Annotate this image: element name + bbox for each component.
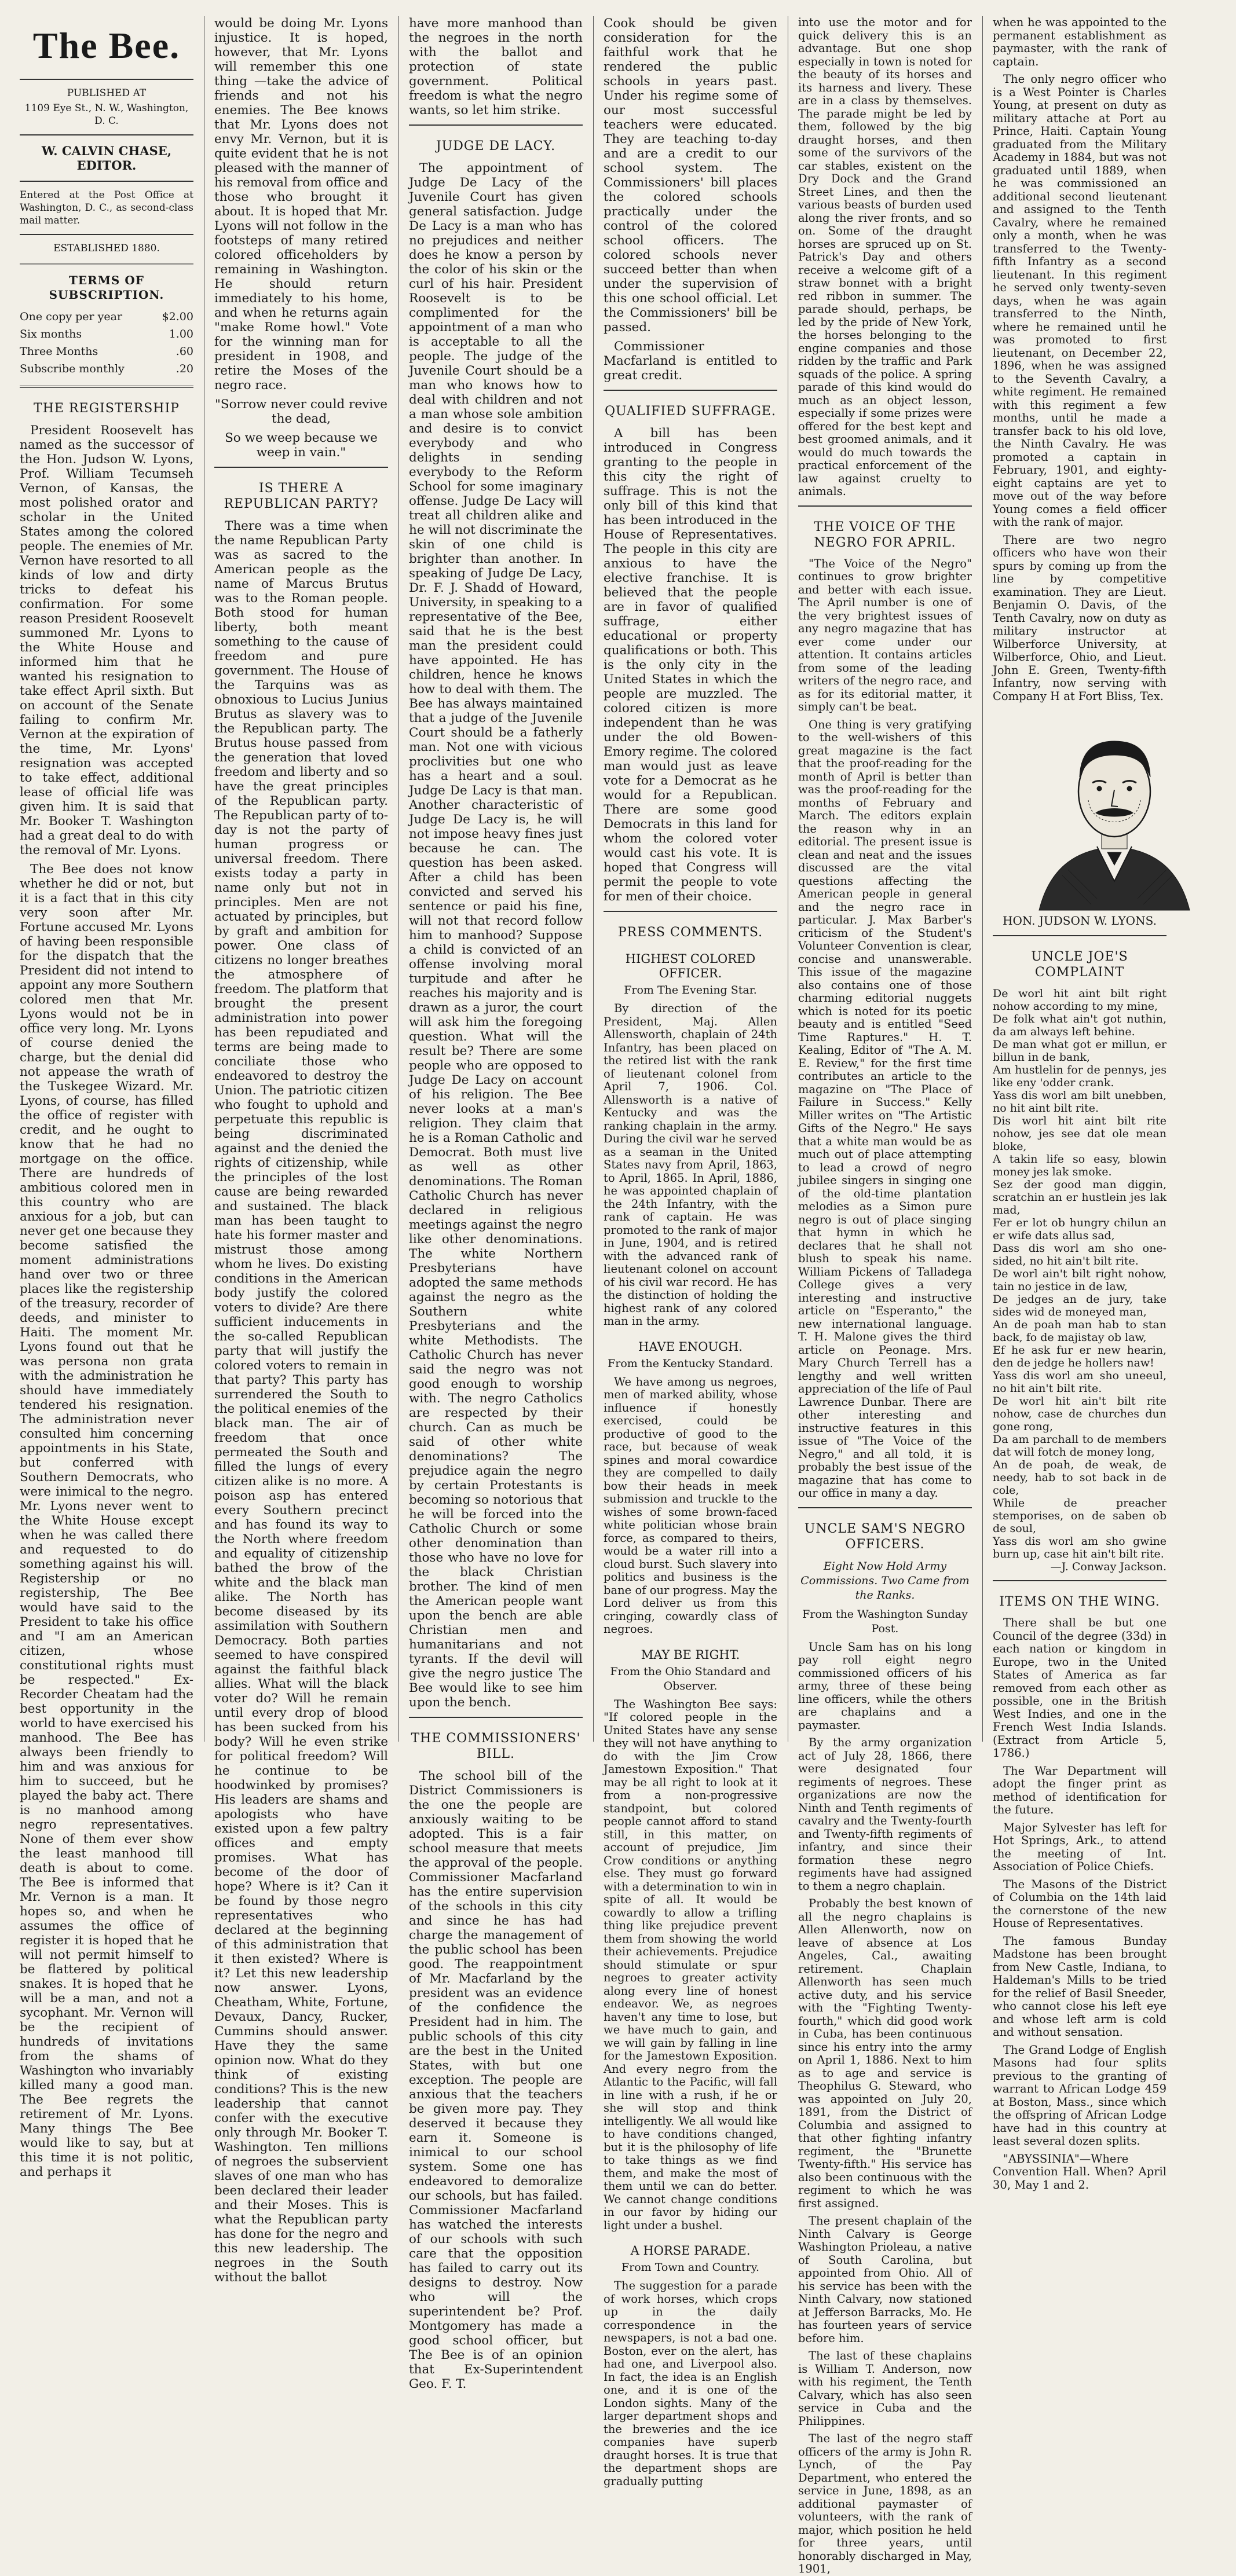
divider bbox=[993, 935, 1166, 936]
article-paragraph: The present chaplain of the Ninth Calvary is George Washington Prioleau, a native of South Carolina, but appointed from Ohio. All of his service has been with the Ninth Calvary, now stationed at Jefferson Barracks, Mo. He has fourteen years of service before him. bbox=[798, 2214, 972, 2345]
press-item-text: By direction of the President, Maj. Allen Allensworth, chaplain of 24th Infantry, has been placed on the retired list with the rank of lieutenant colonel from April 7, 1906. Col. Allensworth is a native of Kentucky and was the ranking chaplain in the army. During the civil war he served as a seaman in the United States navy from April, 1863, to April, 1865. In April, 1886, he was appointed chaplain of the 24th Infantry, with the rank of captain. He was promoted to the rank of major in June, 1904, and is retired with the advanced rank of lieutenant colonel on account of his civil war record. He has the distinction of holding the highest rank of any colored man in the army. bbox=[604, 1002, 778, 1328]
poem bbox=[993, 987, 1166, 1573]
article-paragraph: The last of the negro staff officers of the army is John R. Lynch, of the Pay Department, who entered the service in June, 1898, as an additional paymaster of volunteers, with the rank of major, which position he held for three years, until honorably discharged in May, 1901, bbox=[798, 2432, 972, 2575]
divider bbox=[993, 1580, 1166, 1581]
column-6 bbox=[993, 16, 1166, 2192]
rate-label: One copy per year bbox=[20, 310, 123, 323]
divider bbox=[20, 234, 193, 235]
poem-line: Sez der good man diggin, scratchin an er hustlein jes lak mad, bbox=[993, 1178, 1166, 1216]
rate-row bbox=[20, 360, 193, 378]
article-paragraph: The Bee does not know whether he did or not, but it is a fact that in this city very soon after Mr. Fortune accused Mr. Lyons of having been responsible for the dispatch that the President did not intend to appoint any more Southern colored men that Mr. Lyons would not be in office very long. Mr. Lyons of course denied the charge, but the denial did not appease the wrath of the Tuskegee Wizard. Mr. Lyons, of course, has filled the office of register with credit, and he ought to know that he had no mortgage on the office. There are hundreds of ambitious colored men in this country who are anxious for a job, but can never get one because they become satisfied the moment administrations hand over two or three places like the registership of the treasury, recorder of deeds, and minister to Haiti. The moment Mr. Lyons found out that he was persona non grata with the administration he should have immediately tendered his resignation. The administration never consulted him concerning appointments in his State, but conferred with Southern Democrats, who were inimical to the negro. Mr. Lyons never went to the White House except when he was called there and requested to do something against his will. Registership or no registership, The Bee would have said to the President to take his office and "I am an American citizen, whose constitutional rights must be respected." Ex-Recorder Cheatam had the best opportunity in the world to have exercised his manhood. The Bee has always been friendly to him and was anxious for him to succeed, but he played the baby act. There is no manhood among negro representatives. None of them ever show the least manhood till death is about to come. The Bee is informed that Mr. Vernon is a man. It hopes so, and when he assumes the office of register it is hoped that he will not permit himself to be flattered by political snakes. It is hoped that he will be a man, and not a sycophant. Mr. Vernon will be the recipient of hundreds of invitations from the shams of Washington who invariably killed many a good man. The Bee regrets the retirement of Mr. Lyons. Many things The Bee would like to say, but at this time it is not politic, and perhaps it bbox=[20, 862, 194, 2179]
article-paragraph: There are two negro officers who have won their spurs by coming up from the line by competitive examination. They are Lieut. Benjamin O. Davis, of the Tenth Cavalry, now on duty as military instructor at Wilberforce University, at Wilberforce, Ohio, and Lieut. John E. Green, Twenty-fifth Infantry, now serving with Company H at Fort Bliss, Tex. bbox=[993, 533, 1166, 703]
divider bbox=[20, 134, 193, 135]
press-item-text: The Washington Bee says: "If colored people in the United States have any sense they will not have anything to do with the Jim Crow Jamestown Exposition." That may be all right to look at it from a non-progressive standpoint, but colored people cannot afford to stand still, in this matter, on account of prejudice, Jim Crow conditions or anything else. They must go forward with a determination to win in spite of all. It would be cowardly to allow a trifling thing like prejudice prevent them from showing the world their achievements. Prejudice should stimulate or spur negroes to greater activity along every line of honest endeavor. We, as negroes haven't any time to lose, but we have much to gain, and we will gain by falling in line for the Jamestown Exposition. And every negro from the Atlantic to the Pacific, will fall in line with a rush, if he or she will stop and think intelligently. We all would like to have conditions changed, but it is the philosophy of life to take things as we find them, and make the most of them until we can do better. We cannot change conditions in our favor by hiding our light under a bushel. bbox=[604, 1697, 777, 2232]
poem-line: Yass dis worl am sho gwine burn up, case hit ain't bilt rite. bbox=[993, 1535, 1166, 1560]
divider bbox=[604, 911, 777, 912]
article-heading: THE COMMISSIONERS' BILL. bbox=[411, 1731, 581, 1761]
rate-price: .60 bbox=[175, 345, 193, 358]
article-heading: JUDGE DE LACY. bbox=[436, 139, 556, 153]
article-paragraph: into use the motor and for quick delivery this is an advantage. But one shop especially in town is noted for the beauty of its horses and its harness and livery. These are in a class by themselves. The parade might be led by them, followed by the big draught horses, and then some of the survivors of the car stables, existent on the Dry Dock and the Grand Street Lines, and then the various beasts of burden used along the river fronts, and so on. Some of the draught horses are spruced up on St. Patrick's Day and others receive a welcome gift of a straw bonnet with a bright red ribbon in summer. The parade should, perhaps, be led by the pride of New York, the horses belonging to the engine companies and those ridden by the traffic and Park squads of the police. A spring parade of this kind would do much as an object lesson, especially if some prizes were offered for the best kept and best groomed animals, and it would do much towards the practical enforcement of the law against cruelty to animals. bbox=[798, 16, 972, 498]
divider bbox=[20, 386, 193, 388]
news-item: Major Sylvester has left for Hot Springs, Ark., to attend the meeting of Int. Association of Police Chiefs. bbox=[993, 1820, 1166, 1873]
press-item-source: From the Kentucky Standard. bbox=[608, 1357, 773, 1370]
article-heading: QUALIFIED SUFFRAGE. bbox=[605, 404, 776, 419]
established: ESTABLISHED 1880. bbox=[53, 243, 160, 254]
column-3 bbox=[409, 16, 583, 2391]
article-heading: THE VOICE OF THE NEGRO FOR APRIL. bbox=[814, 519, 956, 550]
article-paragraph: when he was appointed to the permanent establishment as paymaster, with the rank of captain. bbox=[993, 16, 1166, 68]
article-paragraph: "The Voice of the Negro" continues to grow brighter and better with each issue. The April number is one of the very brightest issues of any negro magazine that has ever come under our attention. It contains articles from some of the leading writers of the negro race, and as for its editorial matter, it simply can't be beat. bbox=[798, 556, 972, 713]
column-2 bbox=[214, 16, 388, 2285]
article-paragraph: Cook should be given consideration for the faithful work that he rendered the public schools in years past. Under his regime some of our most successful teachers were educated. They are teaching to-day and are a credit to our school system. The Commissioners' bill places the colored schools practically under the control of the colored school officers. The colored schools never succeed better than when under the supervision of this one school official. Let the Commissioners' bill be passed. bbox=[604, 16, 777, 335]
article-paragraph: Probably the best known of all the negro chaplains is Allen Allenworth, now on leave of absence at Los Angeles, Cal., awaiting retirement. Chaplain Allenworth has seen much active duty, and his service with the "Fighting Twenty-fourth," which did good work in Cuba, has been continuous since his entry into the army on April 1, 1886. Next to him as to age and service is Theophilus G. Steward, who was appointed on July 20, 1891, from the District of Columbia and assigned to that other fighting infantry regiment, the "Brunette Twenty-fifth." His service has also been continuous with the regiment to which he was first assigned. bbox=[798, 1897, 972, 2210]
press-item-title: HIGHEST COLORED OFFICER. bbox=[625, 952, 756, 980]
poem-line: Dass dis worl am sho one-sided, no hit ain't bilt rite. bbox=[993, 1242, 1166, 1267]
press-item-title: MAY BE RIGHT. bbox=[641, 1647, 740, 1662]
article-subhead: Eight Now Hold Army Commissions. Two Came from the Ranks. bbox=[800, 1559, 970, 1602]
rate-price: 1.00 bbox=[169, 328, 193, 340]
divider bbox=[604, 390, 777, 391]
article-paragraph: There was a time when the name Republican Party was as sacred to the American people as the name of Marcus Brutus was to the Roman people. Both stood for human liberty, both meant something to the cause of freedom and pure government. The House of the Tarquins was as obnoxious to Lucius Junius Brutus as slavery was to the Republican party. The Brutus house passed from the generation that loved freedom and liberty and so have the great principles of the Republican party. The Republican party of to-day is not the party of human progress or universal freedom. There exists today a party in name only but not in principles. Men are not actuated by principles, but by graft and ambition for power. One class of citizens no longer breathes the atmosphere of freedom. The platform that brought the present administration into power has been repudiated and terms are being made to conciliate those who endeavored to destroy the Union. The patriotic citizen who fought to uphold and perpetuate this republic is being discriminated against and the denied the rights of citizenship, while the principles of the lost cause are being rewarded and sustained. The black man has been taught to hate his former master and mistrust those among whom he lives. Do existing conditions in the American body justify the colored voters to divide? Are there sufficient inducements in the so-called Republican party that will justify the colored voters to remain in that party? This party has surrendered the South to the political enemies of the black man. The air of freedom that once permeated the South and filled the lungs of every citizen alike is no more. A poison asp has entered every Southern precinct and has found its way to the North where freedom and equality of citizenship bathed the brow of the white and the black man alike. The North has become diseased by its assimilation with Southern Democracy. Both parties seemed to have conspired against the faithful black allies. What will the black voter do? Will he remain until every drop of blood has been sucked from his body? Will he even strike for political freedom? Will he continue to be hoodwinked by promises? His leaders are shams and apologists who have existed upon a few paltry offices and empty promises. What has become of the door of hope? Where is it? Can it be found by those negro representatives who declared at the beginning of this administration that it then existed? Where is it? Let this new leadership now answer. Lyons, Cheatham, White, Fortune, Devaux, Dancy, Rucker, Cummins should answer. Have they the same opinion now. What do they think of existing conditions? This is the new leadership that cannot confer with the executive only through Mr. Booker T. Washington. Ten millions of negroes the subservient slaves of one man who has been declared their leader and their Moses. This is what the Republican party has done for the negro and this new leadership. The negroes in the South without the ballot bbox=[214, 519, 388, 2285]
poem-line: De worl hit aint bilt right nohow according to my mine, bbox=[993, 987, 1166, 1013]
poem-line: Da am parchall to de members dat will fotch de money long, bbox=[993, 1433, 1166, 1459]
article-paragraph: The school bill of the District Commissioners is the one the people are anxiously waiting to be adopted. This is a fair school measure that meets the approval of the people. Commissioner Macfarland has the entire supervision of the schools in this city and since he has had charge the management of the public school has been good. The reappointment of Mr. Macfarland by the president was an evidence of the confidence the President had in him. The public schools of this city are the best in the United States, with but one exception. The people are anxious that the teachers be given more pay. They deserved it because they earn it. Someone is inimical to our school system. Some one has endeavored to demoralize our schools, but has failed. Commissioner Macfarland has watched the interests of our schools with such care that the opposition has failed to carry out its designs to destroy. Now who will the superintendent be? Prof. Montgomery has made a good school officer, but The Bee is of an opinion that Ex-Superintendent Geo. F. T. bbox=[409, 1769, 583, 2391]
article-paragraph: have more manhood than the negroes in the north with the ballot and protection of state government. Political freedom is what the negro wants, so let him strike. bbox=[409, 16, 583, 118]
article-paragraph: President Roosevelt has named as the successor of the Hon. Judson W. Lyons, Prof. William Tecumseh Vernon, of Kansas, the most polished orator and scholar in the United States among the colored people. The enemies of Mr. Vernon have resorted to all kinds of low and dirty tricks to defeat his confirmation. For some reason President Roosevelt summoned Mr. Lyons to the White House and informed him that he wanted his resignation to take effect April sixth. But on account of the Senate failing to confirm Mr. Vernon at the expiration of the time, Mr. Lyons' resignation was accepted to take effect, additional lease of official life was given him. It is said that Mr. Booker T. Washington had a great deal to do with the removal of Mr. Lyons. bbox=[20, 423, 193, 858]
poem-line: While de preacher stemporises, on de saben ob de soul, bbox=[993, 1497, 1166, 1535]
poem-line: A takin life so easy, blowin money jes lak smoke. bbox=[993, 1153, 1166, 1178]
divider bbox=[409, 1717, 583, 1718]
news-item: The Grand Lodge of English Masons had four splits previous to the granting of warrant to African Lodge 459 at Boston, Mass., since which the offspring of African Lodge have had in this country at least several dozen splits. bbox=[993, 2043, 1166, 2148]
column-rule bbox=[982, 16, 983, 1742]
rate-row bbox=[20, 343, 193, 360]
rate-row bbox=[20, 325, 193, 343]
article-heading: UNCLE SAM'S NEGRO OFFICERS. bbox=[804, 1521, 966, 1552]
article-paragraph: One thing is very gratifying to the well-wishers of this great magazine is the fact that the proof-reading for the month of April is better than was the proof-reading for the months of February and March. The editors explain the reason why in an editorial. The present issue is clean and neat and the issues discussed are the vital questions affecting the American people in general and the negro race in particular. J. Max Barber's criticism of the Student's Volunteer Convention is clear, concise and unanswerable. This issue of the magazine also contains one of those charming editorial nuggets which is noted for its poetic beauty and is entitled "Seed Time Raptures." H. T. Kealing, Editor of "The A. M. E. Review," for the first time contributes an article to the magazine on "The Place of Failure in Success." Kelly Miller writes on "The Artistic Gifts of the Negro." He says that a white man would be as much out of place attempting to lead a crowd of negro jubilee singers in singing one of the old-time plantation melodies as a Simon pure negro is out of place singing that hymn in which he declares that he shall not blush to speak his name. William Pickens of Talladega College gives a very interesting and instructive article on "Esperanto," the new international language. T. H. Malone gives the third article on Peonage. Mrs. Mary Church Terrell has a lengthy and well written appreciation of the life of Paul Lawrence Dunbar. There are other interesting and instructive features in this issue of "The Voice of the Negro," and all told, it is probably the best issue of the magazine that has come to our office in many a day. bbox=[798, 717, 972, 1500]
rate-row bbox=[20, 308, 193, 325]
press-comments bbox=[604, 952, 777, 2488]
poem-line: An de poah man hab to stan back, fo de majistay ob law, bbox=[993, 1318, 1166, 1344]
divider bbox=[20, 263, 193, 265]
verse-line: "Sorrow never could revive the dead, bbox=[214, 397, 388, 426]
press-item-source: From Town and Country. bbox=[621, 2261, 760, 2274]
poem-line: De man what got er millun, er billun in de bank, bbox=[993, 1038, 1166, 1064]
divider bbox=[798, 505, 972, 507]
portrait-engraving bbox=[993, 713, 1236, 910]
divider bbox=[409, 124, 583, 126]
poem-line: De worl hit ain't bilt rite nohow, case de churches dun gone rong, bbox=[993, 1395, 1166, 1433]
article-paragraph: By the army organization act of July 28, 1866, there were designated four regiments of negroes. These organizations are now the Ninth and Tenth regiments of cavalry and the Twenty-fourth and Twenty-fifth regiments of infantry, and since their formation these negro regiments have had assigned to them a negro chaplain. bbox=[798, 1736, 972, 1893]
poem-line: Fer er lot ob hungry chilun an er wife dats allus sad, bbox=[993, 1216, 1166, 1242]
news-item: There shall be but one Council of the degree (33d) in each nation or kingdom in Europe, two in the United States of America as far removed from each other as possible, one in the British West Indies, and one in the French West India Islands. (Extract from Article 5, 1786.) bbox=[993, 1616, 1166, 1760]
news-item: The famous Bunday Madstone has been brought from New Castle, Indiana, to Haldeman's Mills to be tried for the relief of Basil Sneeder, who cannot close his left eye and whose left arm is cold and without sensation. bbox=[993, 1934, 1166, 2039]
poem-line: Yass dis worl am sho uneeul, no hit ain't bilt rite. bbox=[993, 1369, 1166, 1395]
rate-label: Subscribe monthly bbox=[20, 362, 125, 375]
rate-price: .20 bbox=[175, 362, 193, 375]
poem-line: Am hustlelin for de pennys, jes like eny 'odder crank. bbox=[993, 1064, 1166, 1089]
article-heading: IS THERE A REPUBLICAN PARTY? bbox=[224, 481, 379, 511]
press-item-source: From the Ohio Standard and Observer. bbox=[610, 1665, 771, 1692]
entered-notice: Entered at the Post Office at Washington, D. C., as second-class mail matter. bbox=[20, 189, 193, 226]
poem-line: De jedges an de jury, take sides wid de moneyed man, bbox=[993, 1293, 1166, 1318]
poem-line: Ef he ask fur er new hearin, den de jedge he hollers naw! bbox=[993, 1344, 1166, 1369]
article-heading: ITEMS ON THE WING. bbox=[999, 1595, 1160, 1609]
article-paragraph: The last of these chaplains is William T. Anderson, now with his regiment, the Tenth Calvary, which has also seen service in Cuba and the Philippines. bbox=[798, 2349, 972, 2428]
press-item-text: The suggestion for a parade of work horses, which crops up in the daily correspondence in the newspapers, is not a bad one. Boston, ever on the alert, has had one, and Liverpool also. In fact, the idea is an English one, and it is one of the London sights. Many of the larger department shops and the breweries and the ice companies have superb draught horses. It is true that the department shops are gradually putting bbox=[604, 2279, 777, 2488]
poem-line: Yass dis worl am bilt unebben, no hit aint bilt rite. bbox=[993, 1089, 1166, 1115]
poem-author: —J. Conway Jackson. bbox=[1050, 1560, 1166, 1573]
news-item: The War Department will adopt the finger print as method of identification for the future. bbox=[993, 1764, 1166, 1816]
column-4 bbox=[604, 16, 778, 2488]
article-paragraph: Commissioner Macfarland is entitled to great credit. bbox=[604, 339, 777, 383]
news-item: The Masons of the District of Columbia on the 14th laid the cornerstone of the new House of Representatives. bbox=[993, 1877, 1166, 1930]
divider bbox=[798, 1507, 972, 1508]
article-heading: PRESS COMMENTS. bbox=[617, 925, 763, 940]
subscription-title: TERMS OF SUBSCRIPTION. bbox=[49, 273, 164, 302]
rate-price: $2.00 bbox=[162, 310, 193, 323]
news-item: "ABYSSINIA"—Where Convention Hall. When? April 30, May 1 and 2. bbox=[993, 2152, 1166, 2192]
verse-line: So we weep because we weep in vain." bbox=[225, 431, 378, 460]
poem-line: An de poah, de weak, de needy, hab to sot back in de cole, bbox=[993, 1459, 1166, 1497]
editor: W. CALVIN CHASE, EDITOR. bbox=[41, 144, 172, 173]
article-paragraph: The only negro officer who is a West Pointer is Charles Young, at present on duty as military attache at Port au Prince, Haiti. Captain Young graduated from the Military Academy in 1884, but was not graduated until 1889, when he was commissioned an additional second lieutenant and assigned to the Tenth Cavalry, where he remained only a month, when he was transferred to the Twenty-fifth Infantry as a second lieutenant. In this regiment he served only twenty-seven days, when he was again transferred to the Ninth, where he remained until he was promoted to first lieutenant, on December 22, 1896, when he was assigned to the Seventh Cavalry, a white regiment. He remained with this regiment a few months, until he made a transfer back to his old love, the Ninth Cavalry. He was promoted a captain in February, 1901, and eighty-eight captains are yet to move out of the way before Young comes a field officer with the rank of major. bbox=[993, 72, 1166, 529]
article-paragraph: Uncle Sam has on his long pay roll eight negro commissioned officers of his army, three of these being line officers, while the others are chaplains and a paymaster. bbox=[798, 1640, 972, 1732]
column-1 bbox=[20, 16, 194, 2179]
press-item-title: HAVE ENOUGH. bbox=[638, 1339, 743, 1354]
article-source: From the Washington Sunday Post. bbox=[802, 1607, 968, 1635]
column-rule bbox=[398, 16, 399, 1742]
masthead-title: The Bee. bbox=[32, 25, 181, 66]
press-item-source: From The Evening Star. bbox=[624, 984, 757, 996]
rate-label: Three Months bbox=[20, 345, 98, 358]
column-5 bbox=[798, 16, 972, 2575]
address: 1109 Eye St., N. W., Washington, D. C. bbox=[24, 102, 189, 127]
portrait-caption: HON. JUDSON W. LYONS. bbox=[1003, 914, 1157, 928]
article-paragraph: would be doing Mr. Lyons injustice. It is hoped, however, that Mr. Lyons will remember this one thing —take the advice of friends and not his enemies. The Bee knows that Mr. Lyons does not envy Mr. Vernon, but it is quite evident that he is not pleased with the manner of his removal from office and those who brought it about. It is hoped that Mr. Lyons will not follow in the footsteps of many retired colored officeholders by remaining in Washington. He should return immediately to his home, and when he returns again "make Rome howl." Vote for the winning man for president in 1908, and retire the Moses of the negro race. bbox=[214, 16, 388, 393]
article-heading: THE REGISTERSHIP bbox=[34, 401, 180, 416]
article-paragraph: A bill has been introduced in Congress granting to the people in this city the right of suffrage. This is not the only bill of this kind that has been introduced in the House of Representatives. The people in this city are anxious to have the elective franchise. It is believed that the people are in favor of qualified suffrage, either educational or property qualifications or both. This is the only city in the United States in which the people are muzzled. The colored citizen is more independent than he was under the old Bowen-Emory regime. The colored man would just as leave vote for a Democrat as he would for a Republican. There are some good Democrats in this land for whom the colored voter would cast his vote. It is hoped that Congress will permit the people to vote for men of their choice. bbox=[604, 426, 777, 904]
published-at: PUBLISHED AT bbox=[67, 87, 147, 99]
poem-line: Dis worl hit aint bilt rite nohow, jes see dat ole mean bloke, bbox=[993, 1115, 1166, 1153]
subscription-rates bbox=[20, 308, 193, 378]
press-item-title: A HORSE PARADE. bbox=[630, 2244, 751, 2258]
press-item-text: We have among us negroes, men of marked ability, whose influence if honestly exercised, could be productive of good to the race, but because of weak spines and moral cowardice they are compelled to daily bow their heads in meek submission and truckle to the wishes of some brown-faced white politician whose brain force, as compared to theirs, would be a water rill into a cloud burst. Such slavery into politics and business is the bane of our progress. May the Lord deliver us from this cringing, cowardly class of negroes. bbox=[604, 1375, 777, 1636]
divider bbox=[20, 79, 193, 80]
column-rule bbox=[593, 16, 594, 1742]
poem-heading: UNCLE JOE'S COMPLAINT bbox=[1031, 950, 1128, 980]
rate-label: Six months bbox=[20, 328, 82, 340]
poem-line: De folk what ain't got nuthin, da am always left behine. bbox=[993, 1013, 1166, 1038]
poem-line: De worl ain't bilt right nohow, tain no jestice in de law, bbox=[993, 1267, 1166, 1293]
divider bbox=[214, 467, 388, 468]
divider bbox=[20, 181, 193, 182]
article-paragraph: The appointment of Judge De Lacy of the Juvenile Court has given general satisfaction. Judge De Lacy is a man who has no prejudices and neither does he know a person by the color of his skin or the curl of his hair. President Roosevelt is to be complimented for the appointment of a man who is acceptable to all the people. The judge of the Juvenile Court should be a man who knows how to deal with children and not a man whose sole ambition and desire is to convict everybody and who delights in sending everybody to the Reform School for some imaginary offense. Judge De Lacy will treat all children alike and he will not discriminate the skin of one child is brighter than another. In speaking of Judge De Lacy, Dr. F. J. Shadd of Howard, University, in speaking to a representative of the Bee, said that he is the best man the president could have appointed. He has children, hence he knows how to deal with them. The Bee has always maintained that a judge of the Juvenile Court should be a fatherly man. Not one with vicious proclivities but one who has a heart and a soul. Judge De Lacy is that man. Another characteristic of Judge De Lacy is, he will not impose heavy fines just because he can. The question has been asked. After a child has been convicted and served his sentence or paid his fine, will not that record follow him to manhood? Suppose a child is convicted of an offense involving moral turpitude and after he reaches his majority and is drawn as a juror, the court will ask him the foregoing question. What will the result be? There are some people who are opposed to Judge De Lacy on account of his religion. The Bee never looks at a man's religion. They claim that he is a Roman Catholic and Democrat. Both must live as well as other denominations. The Roman Catholic Church has never declared in religious meetings against the negro like other denominations. The white Northern Presbyterians have adopted the same methods against the negro as the Southern white Presbyterians and the white Methodists. The Catholic Church has never said the negro was not good enough to worship with. The negro Catholics are respected by their church. Can as much be said of other white denominations? The prejudice again the negro by certain Protestants is becoming so notorious that he will be forced into the Catholic Church or some other denomination than those who have no love for the black Christian brother. The kind of men the American people want upon the bench are able Christian men and humanitarians and not tyrants. If the devil will give the negro justice The Bee would like to see him upon the bench. bbox=[409, 161, 583, 1710]
